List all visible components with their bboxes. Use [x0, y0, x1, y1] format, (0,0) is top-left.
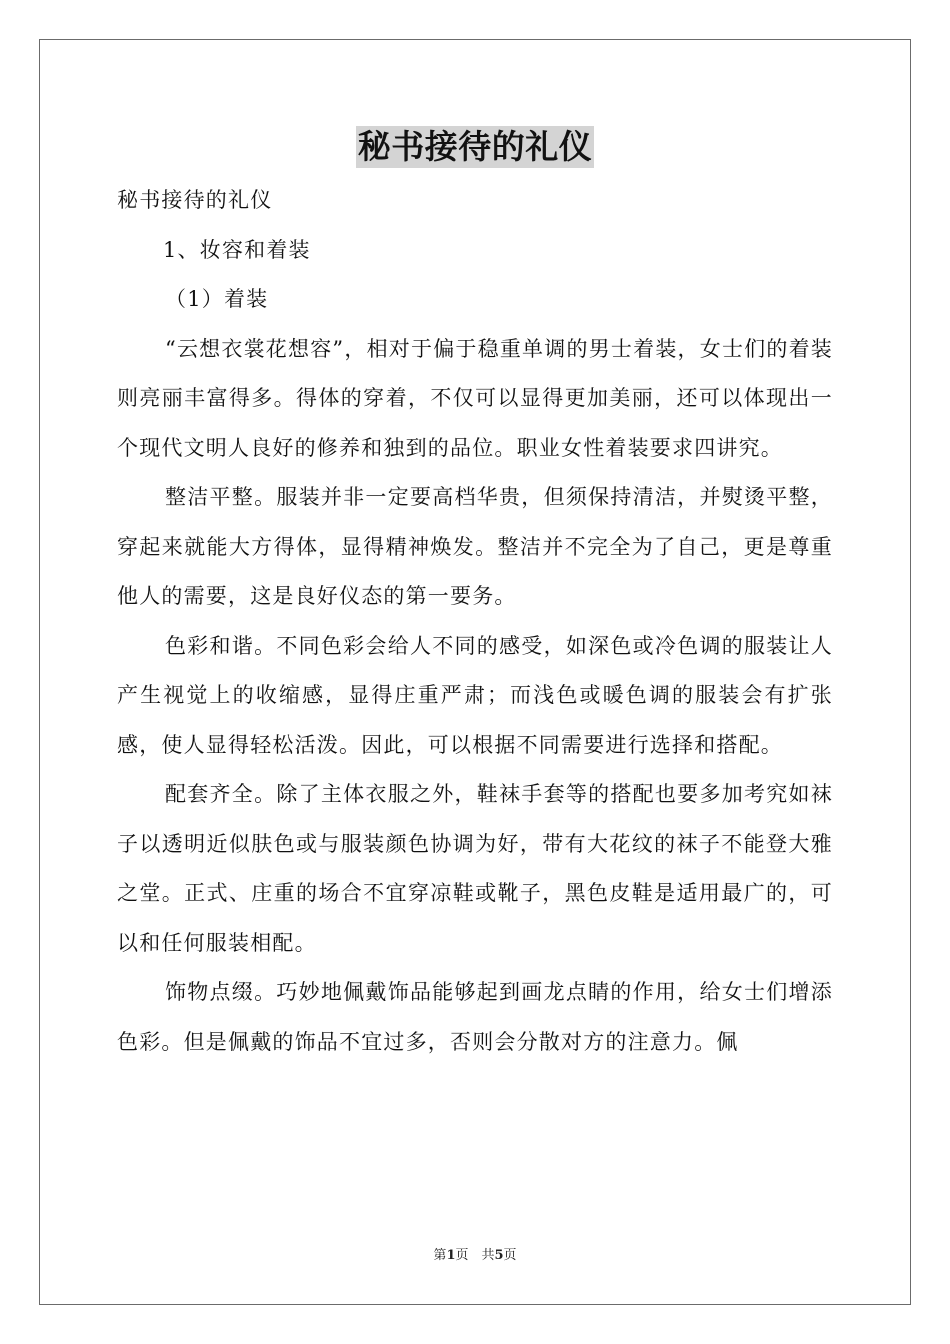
subsection-heading: （1）着装: [165, 287, 269, 311]
footer-middle: 页 共: [455, 1248, 495, 1263]
document-body: [117, 176, 833, 1067]
body-paragraph: 色彩和谐。不同色彩会给人不同的感受，如深色或冷色调的服装让人产生视觉上的收缩感，显得庄重严肃；而浅色或暖色调的服装会有扩张感，使人显得轻松活泼。因此，可以根据不同需要进行选择和搭配。: [117, 633, 833, 757]
body-paragraph: 配套齐全。除了主体衣服之外，鞋袜手套等的搭配也要多加考究如袜子以透明近似肤色或与服装颜色协调为好，带有大花纹的袜子不能登大雅之堂。正式、庄重的场合不宜穿凉鞋或靴子，黑色皮鞋是适用最广的，可以和任何服装相配。: [117, 782, 833, 955]
body-paragraph: 整洁平整。服装并非一定要高档华贵，但须保持清洁，并熨烫平整，穿起来就能大方得体，显得精神焕发。整洁并不完全为了自己，更是尊重他人的需要，这是良好仪态的第一要务。: [117, 485, 833, 608]
document-subtitle: 秘书接待的礼仪: [117, 188, 273, 212]
body-paragraph: 饰物点缀。巧妙地佩戴饰品能够起到画龙点睛的作用，给女士们增添色彩。但是佩戴的饰品不宜过多，否则会分散对方的注意力。佩: [117, 980, 833, 1054]
title-container: [0, 126, 950, 168]
section-heading: 1、妆容和着装: [163, 237, 311, 262]
footer-suffix: 页: [503, 1248, 517, 1263]
page-footer: [0, 1244, 950, 1263]
total-pages-number: 5: [494, 1248, 504, 1263]
current-page-number: 1: [446, 1248, 456, 1263]
footer-prefix: 第: [433, 1248, 447, 1263]
document-title: 秘书接待的礼仪: [357, 127, 593, 166]
body-paragraph: “云想衣裳花想容”，相对于偏于稳重单调的男士着装，女士们的着装则亮丽丰富得多。得体的穿着，不仅可以显得更加美丽，还可以体现出一个现代文明人良好的修养和独到的品位。职业女性着装要求四讲究。: [117, 336, 833, 460]
